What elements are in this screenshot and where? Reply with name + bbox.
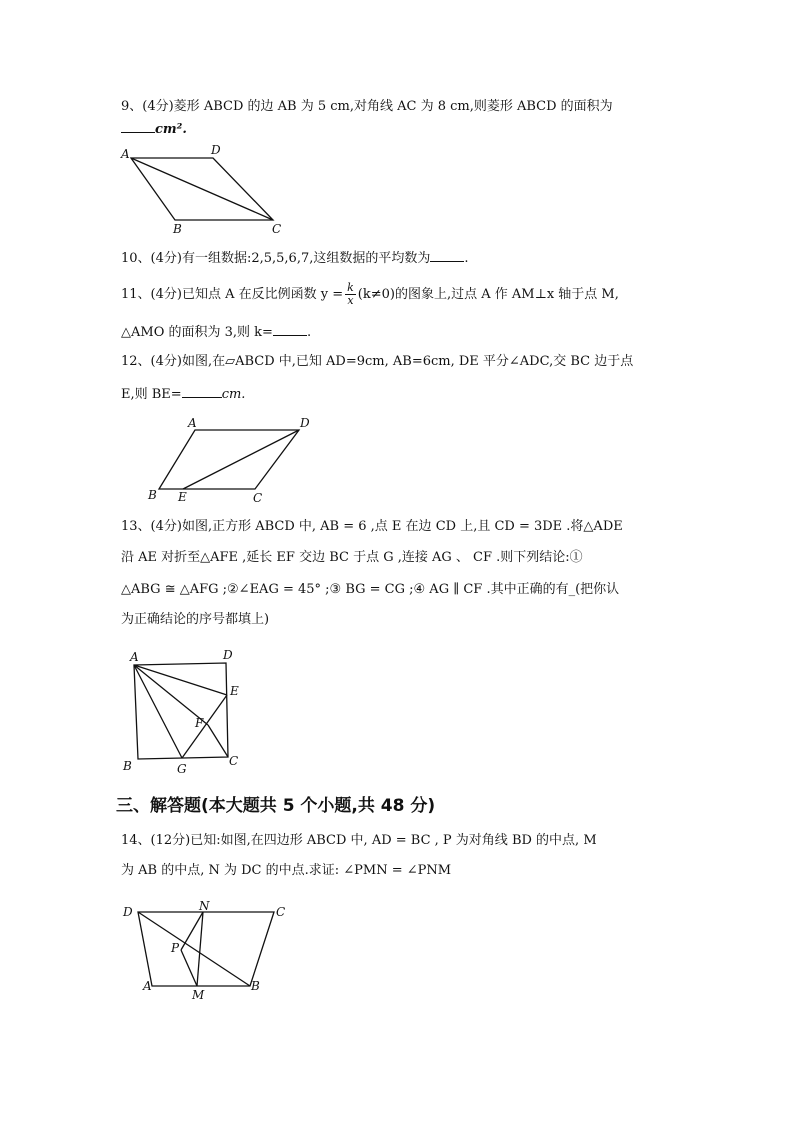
q12-line2	[121, 383, 245, 405]
label-b: B	[148, 488, 157, 502]
q11-frac-den: x	[347, 294, 354, 307]
label-a: A	[121, 147, 130, 161]
quadrilateral-outline	[138, 912, 274, 986]
q13-line2: 沿 AE 对折至△AFE ,延长 EF 交边 BC 于点 G ,连接 AG 、 CF .则下列结论:①	[121, 550, 583, 565]
q11-line2	[121, 321, 311, 343]
q11-fraction	[345, 282, 356, 307]
label-b: B	[123, 759, 132, 773]
q11-text-c: △AMO 的面积为 3,则 k=	[121, 325, 273, 340]
segment-de	[183, 430, 299, 489]
q9-line1: 9、(4分)菱形 ABCD 的边 AB 为 5 cm,对角线 AC 为 8 cm,则菱形 ABCD 的面积为	[121, 99, 613, 114]
label-c: C	[276, 905, 286, 919]
q11-text-b: (k≠0)的图象上,过点 A 作 AM⊥x 轴于点 M,	[357, 287, 619, 302]
label-d: D	[211, 143, 221, 157]
q12-unit: cm.	[221, 387, 246, 402]
figure-square-q13	[120, 645, 250, 775]
q11-text-a: 11、(4分)已知点 A 在反比例函数 y =	[121, 287, 344, 302]
label-a: A	[143, 979, 152, 993]
q9-answer-blank[interactable]	[121, 118, 155, 133]
label-c: C	[229, 754, 239, 768]
label-g: G	[177, 762, 187, 776]
section-heading: 三、解答题(本大题共 5 个小题,共 48 分)	[116, 796, 436, 816]
parallelogram-outline	[159, 430, 299, 489]
label-e: E	[178, 490, 187, 504]
label-b: B	[251, 979, 260, 993]
label-d: D	[300, 416, 310, 430]
q12-text: E,则 BE=	[121, 387, 182, 402]
figure-rhombus-q9	[115, 140, 295, 240]
q9-unit: cm².	[155, 122, 187, 137]
label-c: C	[272, 222, 282, 236]
diagonal-db	[138, 912, 250, 986]
q12-line1: 12、(4分)如图,在▱ABCD 中,已知 AD=9cm, AB=6cm, DE 平分∠ADC,交 BC 边于点	[121, 354, 634, 369]
segment-np	[181, 912, 203, 950]
square-outline	[134, 663, 228, 759]
q10-text: 10、(4分)有一组数据:2,5,5,6,7,这组数据的平均数为	[121, 251, 431, 266]
label-m: M	[192, 988, 205, 1002]
q13-line3: △ABG ≅ △AFG ;②∠EAG = 45° ;③ BG = CG ;④ AG ∥ CF .其中正确的有_(把你认	[121, 582, 620, 597]
figure-parallelogram-q12	[145, 412, 325, 512]
label-a: A	[188, 416, 197, 430]
label-p: P	[171, 941, 180, 955]
label-d: D	[223, 648, 233, 662]
q11-line1	[121, 282, 619, 307]
q10-end: .	[464, 251, 469, 266]
q10-answer-blank[interactable]	[430, 247, 464, 262]
q14-line2: 为 AB 的中点, N 为 DC 的中点.求证: ∠PMN = ∠PNM	[121, 863, 452, 878]
segment-ae	[134, 665, 227, 695]
segment-pm	[181, 950, 197, 986]
segment-eg	[182, 695, 227, 758]
label-b: B	[173, 222, 182, 236]
q11-answer-blank[interactable]	[273, 321, 307, 336]
q12-answer-blank[interactable]	[182, 383, 222, 398]
q11-end: .	[306, 325, 312, 340]
label-n: N	[199, 899, 210, 913]
q11-frac-num: k	[347, 281, 354, 294]
q14-line1: 14、(12分)已知:如图,在四边形 ABCD 中, AD = BC , P 为对角线 BD 的中点, M	[121, 833, 597, 848]
q13-line1: 13、(4分)如图,正方形 ABCD 中, AB = 6 ,点 E 在边 CD 上,且 CD = 3DE .将△ADE	[121, 519, 623, 534]
segment-fc	[208, 725, 228, 757]
label-a: A	[130, 650, 139, 664]
segment-nm	[197, 912, 203, 986]
q9-line2	[121, 118, 187, 140]
q13-line4: 为正确结论的序号都填上)	[121, 612, 270, 627]
q10-line	[121, 247, 469, 269]
label-c: C	[253, 491, 263, 505]
segment-ag	[134, 665, 182, 758]
label-e: E	[230, 684, 239, 698]
label-d: D	[123, 905, 133, 919]
label-f: F	[195, 716, 204, 730]
figure-quadrilateral-q14	[120, 900, 300, 1005]
